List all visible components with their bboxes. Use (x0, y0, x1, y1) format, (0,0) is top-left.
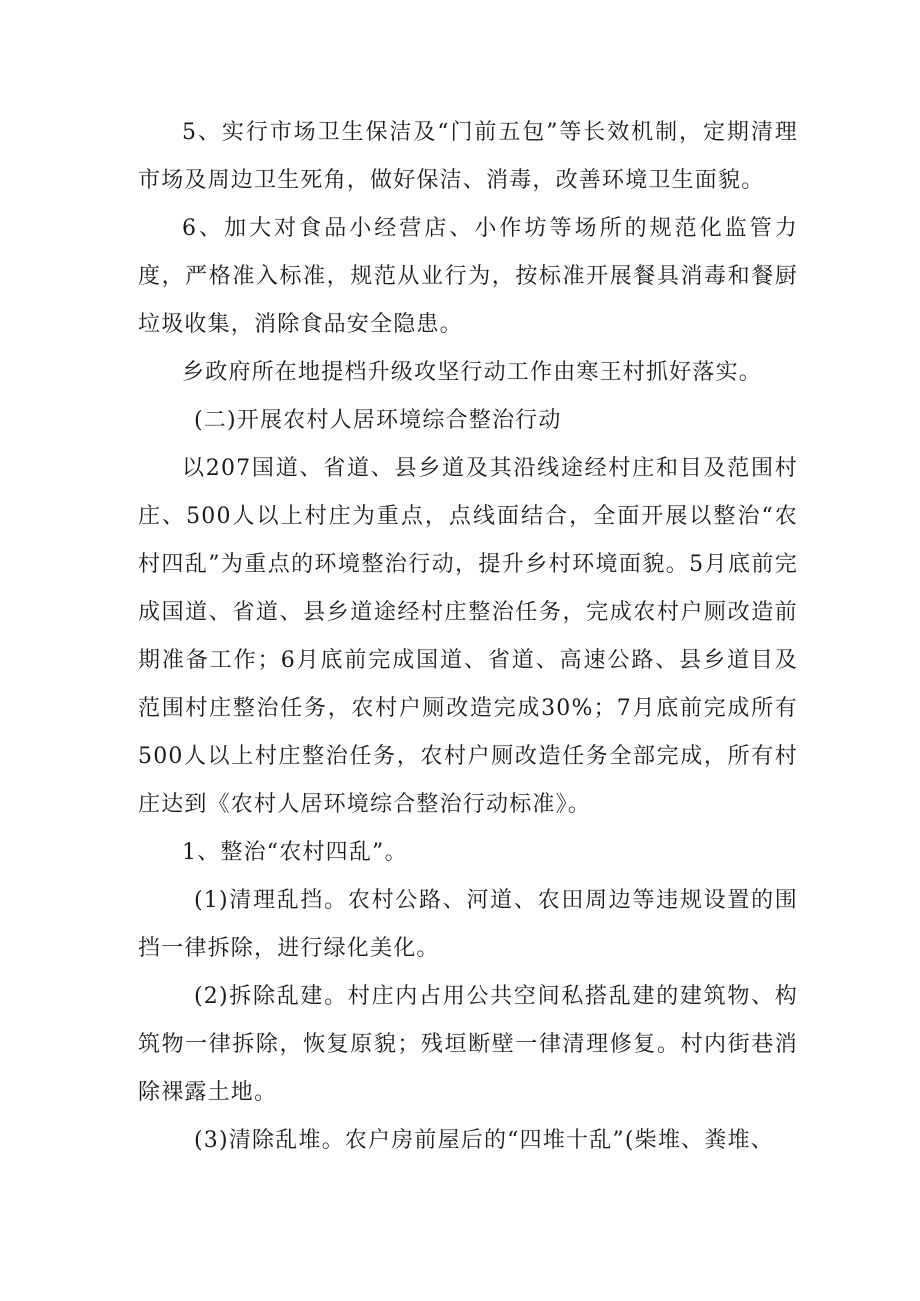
section-heading: (二)开展农村人居环境综合整治行动 (194, 408, 562, 433)
paragraph-food-supervision: 6、加大对食品小经营店、小作坊等场所的规范化监管力度，严格准入标准，规范从业行为，按标准开展餐具消毒和餐厨垃圾收集，消除食品安全隐患。 (138, 216, 798, 337)
item-demolish-illegal-buildings: (2)拆除乱建。村庄内占用公共空间私搭乱建的建筑物、构筑物一律拆除，恢复原貌；残垣断壁一律清理修复。村内街巷消除裸露土地。 (138, 984, 798, 1105)
subheading-four-disorders: 1、整治“农村四乱”。 (182, 840, 408, 865)
item-clear-fences: (1)清理乱挡。农村公路、河道、农田周边等违规设置的围挡一律拆除，进行绿化美化。 (138, 888, 798, 961)
document-body (138, 109, 798, 1165)
paragraph-market-hygiene: 5、实行市场卫生保洁及“门前五包”等长效机制，定期清理市场及周边卫生死角，做好保洁、消毒，改善环境卫生面貌。 (138, 120, 798, 193)
paragraph-responsibility: 乡政府所在地提档升级攻坚行动工作由寒王村抓好落实。 (182, 360, 763, 385)
item-clear-piles: (3)清除乱堆。农户房前屋后的“四堆十乱”(柴堆、粪堆、 (194, 1128, 774, 1153)
paragraph-rural-renovation: 以207国道、省道、县乡道及其沿线途经村庄和目及范围村庄、500人以上村庄为重点，点线面结合，全面开展以整治“农村四乱”为重点的环境整治行动，提升乡村环境面貌。5月底前完成国道、省道、县乡道途经村庄整治任务，完成农村户厕改造前期准备工作；6月底前完成国道、省道、高速公路、县乡道目及范围村庄整治任务，农村户厕改造完成30%；7月底前完成所有500人以上村庄整治任务，农村户厕改造任务全部完成，所有村庄达到《农村人居环境综合整治行动标准》。 (138, 456, 798, 817)
